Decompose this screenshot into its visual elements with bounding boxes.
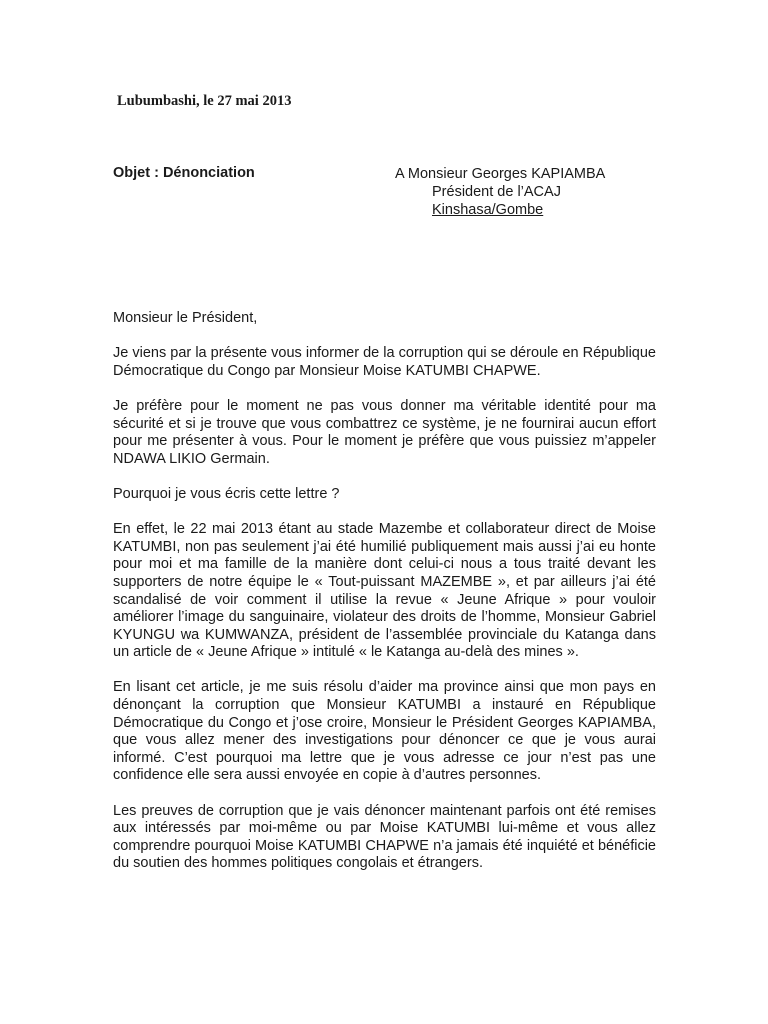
salutation: Monsieur le Président,	[113, 310, 258, 326]
paragraph-4: En effet, le 22 mai 2013 étant au stade Mazembe et collaborateur direct de Moise KATUMBI, non pas seulement j’ai été humilié publiquement mais aussi j’ai eu honte pour moi et ma famille de la manière dont celui-ci nous a tous traité devant les supporters de notre équipe le « Tout-puissant MAZEMBE », et par ailleurs j’ai été scandalisé de voir comment il utilise la revue « Jeune Afrique » pour vouloir améliorer l’image du sanguinaire, violateur des droits de l’homme, Monsieur Gabriel KYUNGU wa KUMWANZA, président de l’assemblée provinciale du Katanga dans un article de « Jeune Afrique » intitulé « le Katanga au-delà des mines ».	[113, 521, 656, 661]
recipient-location: Kinshasa/Gombe	[432, 202, 544, 218]
letter-body	[113, 310, 656, 891]
recipient-name: A Monsieur Georges KAPIAMBA	[395, 166, 606, 182]
paragraph-3: Pourquoi je vous écris cette lettre ?	[113, 485, 340, 502]
subject-line: Objet : Dénonciation	[113, 165, 255, 181]
paragraph-1: Je viens par la présente vous informer de la corruption qui se déroule en République Démocratique du Congo par Monsieur Moise KATUMBI CHAPWE.	[113, 345, 656, 379]
recipient-title: Président de l’ACAJ	[432, 184, 561, 200]
date-line: Lubumbashi, le 27 mai 2013	[117, 93, 292, 109]
paragraph-5: En lisant cet article, je me suis résolu d’aider ma province ainsi que mon pays en dénonçant la corruption que Monsieur KATUMBI a instauré en République Démocratique du Congo et j’ose croire, Monsieur le Président Georges KAPIAMBA, que vous allez mener des investigations pour dénoncer ce que je vous aurai informé. C’est pourquoi ma lettre que je vous adresse ce jour n’est pas une confidence elle sera aussi envoyée en copie à d’autres personnes.	[113, 679, 656, 784]
paragraph-6: Les preuves de corruption que je vais dénoncer maintenant parfois ont été remises aux intéressés par moi-même ou par Moise KATUMBI lui-même et vous allez comprendre pourquoi Moise KATUMBI CHAPWE n’a jamais été inquiété et bénéficie du soutien des hommes politiques congolais et étrangers.	[113, 802, 656, 872]
paragraph-2: Je préfère pour le moment ne pas vous donner ma véritable identité pour ma sécurité et si je trouve que vous combattrez ce système, je ne fournirai aucun effort pour me présenter à vous. Pour le moment je préfère que vous puissiez m’appeler NDAWA LIKIO Germain.	[113, 397, 656, 467]
recipient-block	[395, 165, 605, 219]
